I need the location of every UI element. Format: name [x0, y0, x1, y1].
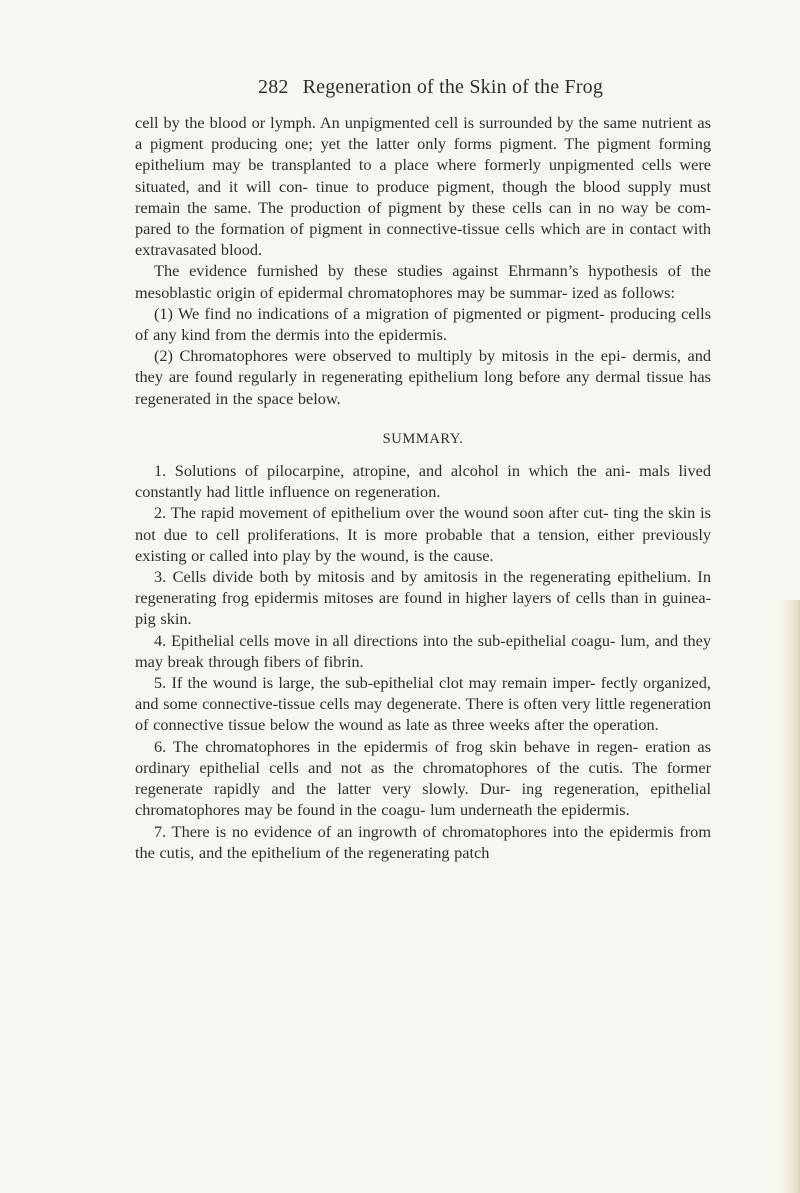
paragraph-evidence: The evidence furnished by these studies against Ehrmann’s hypothesis of the mesoblastic origin of epidermal chromatophores may be summar- ized as follows:: [135, 261, 711, 302]
summary-item: 4. Epithelial cells move in all directions into the sub-epithelial coagu- lum, and they may break through fibers of fibrin.: [135, 630, 711, 671]
summary-item: 3. Cells divide both by mitosis and by amitosis in the regenerating epithelium. In regenerating frog epidermis mitoses are found in higher layers of cells than in guinea-pig skin.: [135, 567, 711, 629]
running-head: [258, 76, 658, 99]
page-number: 282: [258, 76, 289, 98]
body-text: [135, 112, 711, 863]
running-title: Regeneration of the Skin of the Frog: [302, 76, 604, 98]
summary-item: 5. If the wound is large, the sub-epithelial clot may remain imper- fectly organized, and some connective-tissue cells may degenerate. There is often very little regeneration of connective tissue below the wound as late as three weeks after the operation.: [135, 673, 711, 735]
paragraph-point-1: (1) We find no indications of a migration of pigmented or pigment- producing cells of any kind from the dermis into the epidermis.: [135, 303, 711, 345]
summary-item: 1. Solutions of pilocarpine, atropine, and alcohol in which the ani- mals lived constantly had little influence on regeneration.: [135, 461, 711, 502]
paragraph-continued: cell by the blood or lymph. An unpigmented cell is surrounded by the same nutrient as a pigment producing one; yet the latter only forms pigment. The pigment forming epithelium may be transplanted to a place where formerly unpigmented cells were situated, and it will con- tinue to produce pigment, though the blood supply must remain the same. The production of pigment by these cells can in no way be com- pared to the formation of pigment in connective-tissue cells which are in contact with extravasated blood.: [135, 113, 711, 260]
summary-heading: SUMMARY.: [382, 430, 464, 447]
summary-item: 2. The rapid movement of epithelium over the wound soon after cut- ting the skin is not due to cell proliferations. It is more probable that a tension, either previously existing or called into play by the wound, is the cause.: [135, 503, 711, 565]
summary-item: 7. There is no evidence of an ingrowth of chromatophores into the epidermis from the cutis, and the epithelium of the regenerating patch: [135, 821, 711, 862]
summary-item: 6. The chromatophores in the epidermis of frog skin behave in regen- eration as ordinary epithelial cells and not as the chromatophores of the cutis. The former regenerate rapidly and the latter very slowly. Dur- ing regeneration, epithelial chromatophores may be found in the coagu- lum underneath the epidermis.: [135, 736, 711, 820]
page-edge-discoloration: [778, 600, 800, 1193]
paragraph-point-2: (2) Chromatophores were observed to multiply by mitosis in the epi- dermis, and they are found regularly in regenerating epithelium long before any dermal tissue has regenerated in the space below.: [135, 346, 711, 408]
